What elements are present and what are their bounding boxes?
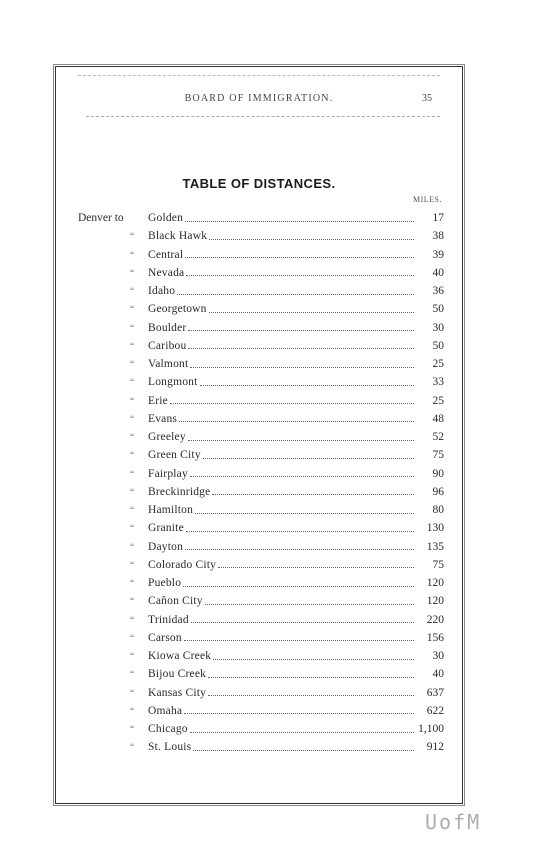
destination-name: Cañon City [148, 595, 203, 608]
dot-leader [185, 221, 414, 222]
destination-name: Black Hawk [148, 230, 208, 243]
table-row [78, 665, 444, 683]
destination-name: Boulder [148, 321, 187, 334]
ditto-mark: “ [130, 705, 134, 716]
destination-name: Green City [148, 449, 201, 462]
destination-name: Trinidad [148, 613, 189, 626]
table-row [78, 355, 444, 373]
miles-value: 120 [426, 595, 444, 608]
dot-leader [209, 312, 414, 313]
destination-name: Greeley [148, 431, 186, 444]
miles-value: 90 [432, 467, 444, 480]
ditto-mark: “ [130, 359, 134, 370]
ditto-mark: “ [130, 559, 134, 570]
table-row [78, 209, 444, 227]
miles-value: 25 [432, 358, 444, 371]
destination-name: Breckinridge [148, 485, 211, 498]
destination-name: Nevada [148, 266, 185, 279]
dot-leader [195, 513, 414, 514]
miles-value: 1,100 [418, 723, 444, 736]
dot-leader [177, 294, 414, 295]
dot-leader [188, 348, 414, 349]
dot-leader [188, 330, 414, 331]
table-row [78, 319, 444, 337]
table-row [78, 246, 444, 264]
ditto-mark: “ [130, 541, 134, 552]
ditto-mark: “ [130, 505, 134, 516]
miles-value: 30 [432, 321, 444, 334]
miles-value: 50 [432, 339, 444, 352]
ditto-mark: “ [130, 651, 134, 662]
ditto-mark: “ [130, 249, 134, 260]
ditto-mark: “ [130, 231, 134, 242]
destination-name: Dayton [148, 540, 184, 553]
table-row [78, 465, 444, 483]
table-row [78, 410, 444, 428]
ditto-mark: “ [130, 724, 134, 735]
dot-leader [191, 622, 414, 623]
miles-value: 36 [432, 285, 444, 298]
table-row [78, 738, 444, 756]
ditto-mark: “ [130, 523, 134, 534]
ditto-mark: “ [130, 413, 134, 424]
header-rule-bottom [86, 116, 440, 117]
miles-value: 40 [432, 668, 444, 681]
destination-name: Colorado City [148, 558, 217, 571]
destination-name: Pueblo [148, 577, 182, 590]
table-row [78, 501, 444, 519]
ditto-mark: “ [130, 742, 134, 753]
destination-name: Idaho [148, 285, 176, 298]
table-row [78, 373, 444, 391]
destination-name: Carson [148, 631, 182, 644]
dot-leader [208, 695, 414, 696]
table-row [78, 483, 444, 501]
table-row [78, 538, 444, 556]
dot-leader [184, 640, 414, 641]
dot-leader [186, 275, 414, 276]
miles-value: 135 [426, 540, 444, 553]
ditto-mark: “ [130, 395, 134, 406]
miles-value: 48 [432, 412, 444, 425]
ditto-mark: “ [130, 340, 134, 351]
dot-leader [186, 531, 414, 532]
miles-value: 52 [432, 431, 444, 444]
running-head [56, 93, 462, 109]
miles-value: 156 [426, 631, 444, 644]
miles-value: 80 [432, 504, 444, 517]
ditto-mark: “ [130, 486, 134, 497]
ditto-mark: “ [130, 614, 134, 625]
table-row [78, 720, 444, 738]
miles-value: 96 [432, 485, 444, 498]
dot-leader [209, 239, 414, 240]
miles-value: 39 [432, 248, 444, 261]
destination-name: Erie [148, 394, 168, 407]
miles-value: 30 [432, 650, 444, 663]
ditto-mark: “ [130, 450, 134, 461]
ditto-mark: “ [130, 286, 134, 297]
dot-leader [190, 476, 414, 477]
table-row [78, 556, 444, 574]
table-row [78, 282, 444, 300]
distance-table [78, 209, 444, 757]
table-row [78, 300, 444, 318]
miles-value: 912 [426, 741, 444, 754]
dot-leader [193, 750, 414, 751]
ditto-mark: “ [130, 596, 134, 607]
dot-leader [218, 567, 414, 568]
destination-name: Hamilton [148, 504, 194, 517]
destination-name: Golden [148, 212, 184, 225]
dot-leader [213, 659, 414, 660]
destination-name: Omaha [148, 704, 183, 717]
miles-value: 40 [432, 266, 444, 279]
miles-value: 25 [432, 394, 444, 407]
dot-leader [183, 586, 414, 587]
table-row [78, 519, 444, 537]
origin-label: Denver to [78, 212, 124, 225]
table-title: TABLE OF DISTANCES. [182, 176, 336, 191]
destination-name: Evans [148, 412, 178, 425]
ditto-mark: “ [130, 468, 134, 479]
miles-value: 622 [426, 704, 444, 717]
table-row [78, 629, 444, 647]
ditto-mark: “ [130, 687, 134, 698]
table-row [78, 702, 444, 720]
ditto-mark: “ [130, 304, 134, 315]
table-row [78, 574, 444, 592]
header-rule-top [78, 75, 440, 76]
miles-value: 637 [426, 686, 444, 699]
destination-name: Longmont [148, 376, 198, 389]
ditto-mark: “ [130, 432, 134, 443]
ditto-mark: “ [130, 578, 134, 589]
destination-name: Bijou Creek [148, 668, 207, 681]
dot-leader [170, 403, 414, 404]
destination-name: Fairplay [148, 467, 188, 480]
destination-name: Granite [148, 522, 184, 535]
destination-name: Central [148, 248, 184, 261]
dot-leader [200, 385, 414, 386]
miles-value: 220 [426, 613, 444, 626]
destination-name: Caribou [148, 339, 187, 352]
table-row [78, 446, 444, 464]
destination-name: Valmont [148, 358, 189, 371]
ditto-mark: “ [130, 632, 134, 643]
ditto-mark: “ [130, 377, 134, 388]
ditto-mark: “ [130, 322, 134, 333]
page-number: 35 [422, 93, 432, 104]
table-row [78, 684, 444, 702]
miles-value: 120 [426, 577, 444, 590]
dot-leader [190, 367, 414, 368]
running-title: BOARD OF IMMIGRATION. [184, 93, 334, 104]
destination-name: Kansas City [148, 686, 207, 699]
page-frame [55, 66, 463, 804]
library-stamp: UofM [425, 810, 482, 834]
table-row [78, 227, 444, 245]
destination-name: Kiowa Creek [148, 650, 212, 663]
miles-unit-label: MILES. [413, 195, 442, 204]
miles-value: 75 [432, 449, 444, 462]
table-row [78, 264, 444, 282]
table-row [78, 337, 444, 355]
table-row [78, 428, 444, 446]
table-row [78, 392, 444, 410]
miles-value: 38 [432, 230, 444, 243]
dot-leader [185, 257, 414, 258]
table-row [78, 611, 444, 629]
miles-value: 130 [426, 522, 444, 535]
dot-leader [185, 549, 414, 550]
dot-leader [205, 604, 414, 605]
miles-value: 33 [432, 376, 444, 389]
dot-leader [190, 732, 414, 733]
ditto-mark: “ [130, 267, 134, 278]
table-row [78, 647, 444, 665]
table-row [78, 592, 444, 610]
dot-leader [212, 494, 414, 495]
dot-leader [179, 421, 414, 422]
destination-name: St. Louis [148, 741, 192, 754]
miles-value: 75 [432, 558, 444, 571]
ditto-mark: “ [130, 669, 134, 680]
dot-leader [184, 713, 414, 714]
miles-value: 17 [432, 212, 444, 225]
dot-leader [208, 677, 414, 678]
destination-name: Georgetown [148, 303, 207, 316]
miles-value: 50 [432, 303, 444, 316]
destination-name: Chicago [148, 723, 188, 736]
dot-leader [188, 440, 414, 441]
dot-leader [203, 458, 414, 459]
